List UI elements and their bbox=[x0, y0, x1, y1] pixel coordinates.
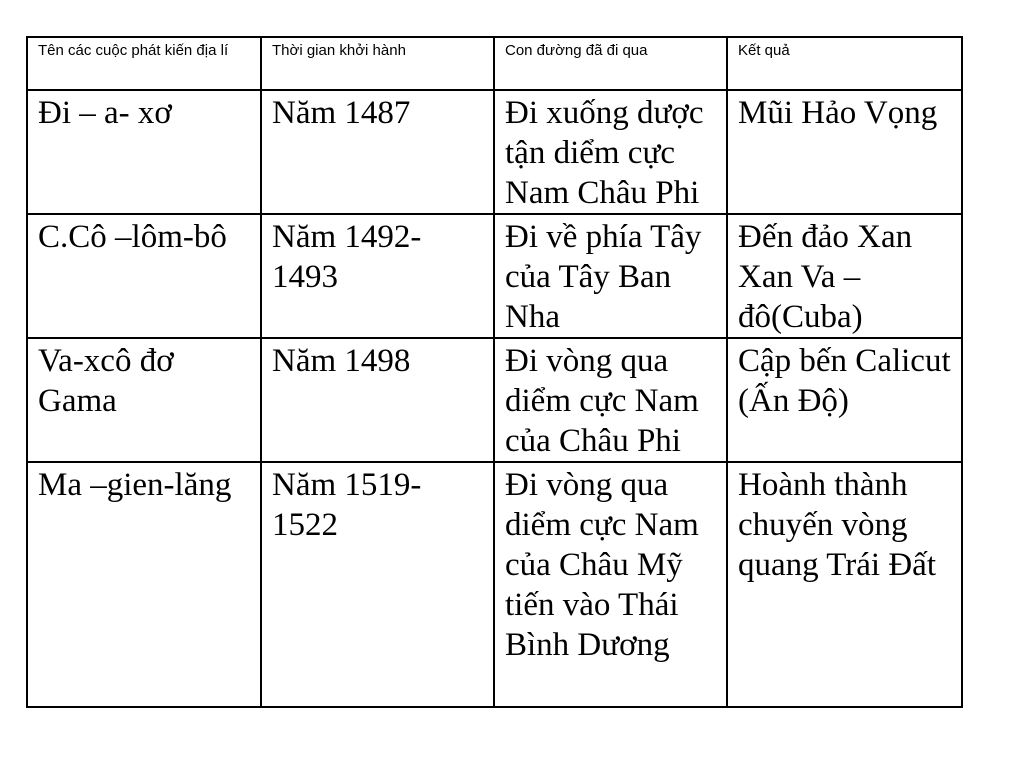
table-cell-result: Mũi Hảo Vọng bbox=[727, 90, 962, 214]
table-row bbox=[27, 90, 962, 214]
table-cell-time: Năm 1519-1522 bbox=[261, 462, 494, 707]
table-row bbox=[27, 462, 962, 707]
table-cell-time: Năm 1492-1493 bbox=[261, 214, 494, 338]
table-row bbox=[27, 214, 962, 338]
table-cell-route: Đi xuống dược tận diểm cực Nam Châu Phi bbox=[494, 90, 727, 214]
table-header-row bbox=[27, 37, 962, 90]
header-cell-result: Kết quả bbox=[727, 37, 962, 90]
table-row bbox=[27, 338, 962, 462]
header-cell-departure-time: Thời gian khởi hành bbox=[261, 37, 494, 90]
table-cell-time: Năm 1487 bbox=[261, 90, 494, 214]
table-cell-route: Đi về phía Tây của Tây Ban Nha bbox=[494, 214, 727, 338]
table-cell-result: Hoành thành chuyến vòng quang Trái Đất bbox=[727, 462, 962, 707]
table-cell-explorer: Va-xcô đơ Gama bbox=[27, 338, 261, 462]
table-cell-result: Cập bến Calicut (Ấn Độ) bbox=[727, 338, 962, 462]
header-cell-discovery: Tên các cuộc phát kiến địa lí bbox=[27, 37, 261, 90]
table-cell-explorer: C.Cô –lôm-bô bbox=[27, 214, 261, 338]
table-cell-explorer: Đi – a- xơ bbox=[27, 90, 261, 214]
table-cell-explorer: Ma –gien-lăng bbox=[27, 462, 261, 707]
table-cell-route: Đi vòng qua diểm cực Nam của Châu Phi bbox=[494, 338, 727, 462]
header-cell-route: Con đường đã đi qua bbox=[494, 37, 727, 90]
table-cell-result: Đến đảo Xan Xan Va –đô(Cuba) bbox=[727, 214, 962, 338]
table-cell-time: Năm 1498 bbox=[261, 338, 494, 462]
table-cell-route: Đi vòng qua diểm cực Nam của Châu Mỹ tiến vào Thái Bình Dương bbox=[494, 462, 727, 707]
discoveries-table bbox=[26, 36, 963, 708]
